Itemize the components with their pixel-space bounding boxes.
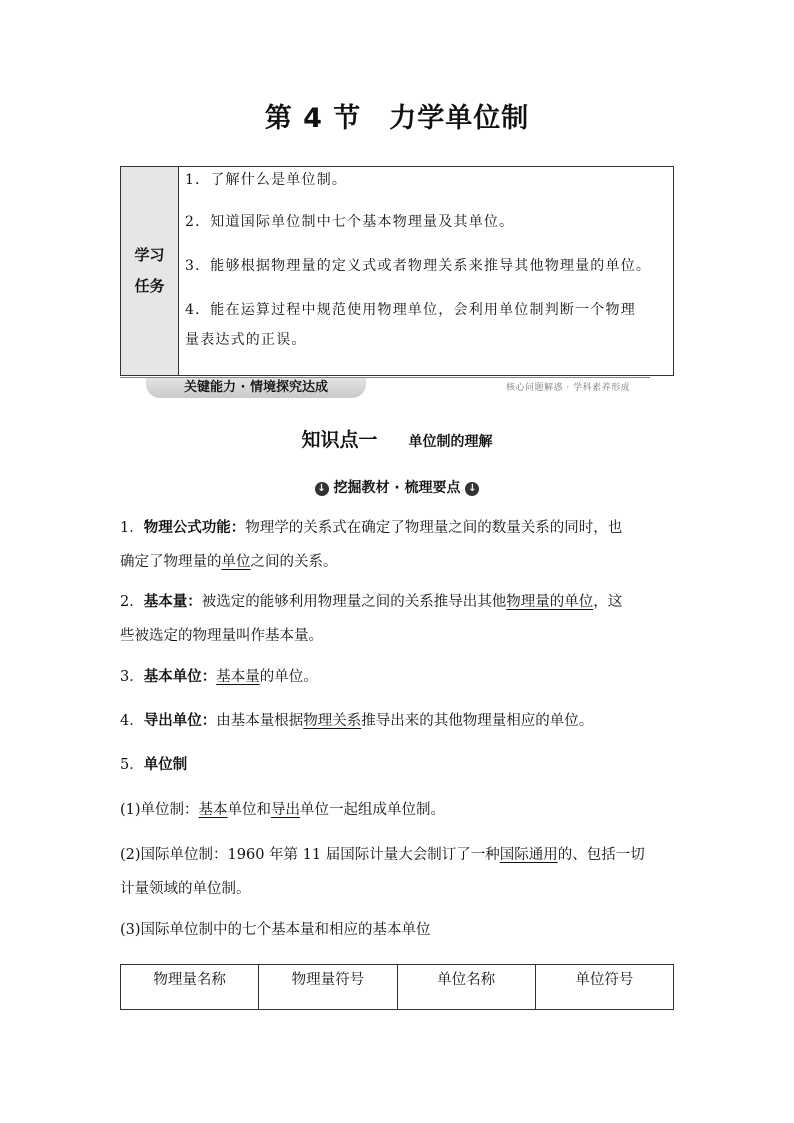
task-item-4-cont: 量表达式的正误。 [185, 332, 307, 348]
table-header-cell: 单位符号 [575, 972, 634, 988]
knowledge-point-topic: 单位制的理解 [408, 434, 493, 450]
underlined-answer: 基本 [198, 802, 228, 818]
paragraph-3 [120, 660, 680, 694]
item-number: 1． [120, 520, 144, 536]
text: 些被选定的物理量叫作基本量。 [120, 628, 323, 644]
term: 导出单位： [143, 713, 217, 729]
table-header-cell: 单位名称 [398, 965, 536, 1009]
text: 之间的关系。 [250, 554, 338, 570]
paragraph-1 [120, 511, 680, 579]
underlined-answer: 物理量的单位 [506, 594, 594, 610]
underlined-answer: 国际通用 [499, 847, 558, 863]
text: 计量领域的单位制。 [120, 881, 251, 897]
text: (2)国际单位制：1960 年第 11 届国际计量大会制订了一种 [120, 847, 500, 863]
term: 基本单位： [143, 669, 217, 685]
term: 物理公式功能： [143, 520, 246, 536]
task-item-2: 2．知道国际单位制中七个基本物理量及其单位。 [185, 214, 515, 230]
text: 由基本量根据 [216, 713, 304, 729]
underlined-answer: 物理关系 [303, 713, 362, 729]
text: 单位和 [227, 802, 272, 818]
page-title: 第 4 节 力学单位制 [264, 103, 530, 134]
paragraph-4 [120, 704, 680, 738]
item-number: 3． [120, 669, 144, 685]
term: 基本量： [143, 594, 202, 610]
subheading [0, 477, 794, 497]
text: 的单位。 [259, 669, 318, 685]
down-arrow-icon: ↓ [465, 482, 479, 496]
table-header-cell: 物理量符号 [259, 965, 397, 1009]
banner-caption: 核心问题解惑 · 学科素养形成 [506, 383, 631, 393]
knowledge-point-number: 知识点一 [301, 429, 378, 451]
text: 的、包括一切 [557, 847, 645, 863]
task-item-4: 4．能在运算过程中规范使用物理单位，会利用单位制判断一个物理 [185, 302, 636, 318]
paragraph-6 [120, 793, 680, 827]
down-arrow-icon: ↓ [315, 482, 329, 496]
task-item-3: 3．能够根据物理量的定义式或者物理关系来推导其他物理量的单位。 [185, 258, 652, 274]
paragraph-5 [120, 748, 680, 782]
paragraph-7 [120, 838, 680, 906]
underlined-answer: 导出 [271, 802, 301, 818]
text: 物理学的关系式在确定了物理量之间的数量关系的同时，也 [245, 520, 623, 536]
underlined-answer: 单位 [221, 554, 251, 570]
item-number: 2． [120, 594, 144, 610]
paragraph-8 [120, 913, 680, 947]
label-line-2: 任务 [134, 277, 165, 295]
subheading-text: 挖掘教材 · 梳理要点 [333, 480, 461, 496]
item-number: 4． [120, 713, 144, 729]
underlined-answer: 基本量 [216, 669, 260, 685]
text: (3)国际单位制中的七个基本量和相应的基本单位 [120, 922, 431, 938]
text: 推导出来的其他物理量相应的单位。 [361, 713, 594, 729]
text: 单位一起组成单位制。 [300, 802, 446, 818]
section-banner [120, 377, 674, 401]
item-number: 5． [120, 757, 144, 773]
task-item-1: 1．了解什么是单位制。 [185, 172, 348, 188]
label-line-1: 学习 [134, 246, 165, 264]
text: 确定了物理量的 [120, 554, 222, 570]
learning-tasks-label [121, 167, 179, 375]
paragraph-2 [120, 585, 680, 653]
table-header-cell: 物理量名称 [121, 965, 259, 1009]
si-units-table [120, 964, 674, 1010]
text: (1)单位制： [120, 802, 199, 818]
term: 单位制 [143, 757, 188, 773]
learning-tasks-table [120, 166, 674, 376]
banner-label: 关键能力 · 情境探究达成 [146, 378, 366, 398]
text: ，这 [593, 594, 623, 610]
knowledge-point-heading [0, 425, 794, 452]
text: 被选定的能够利用物理量之间的关系推导出其他 [201, 594, 507, 610]
